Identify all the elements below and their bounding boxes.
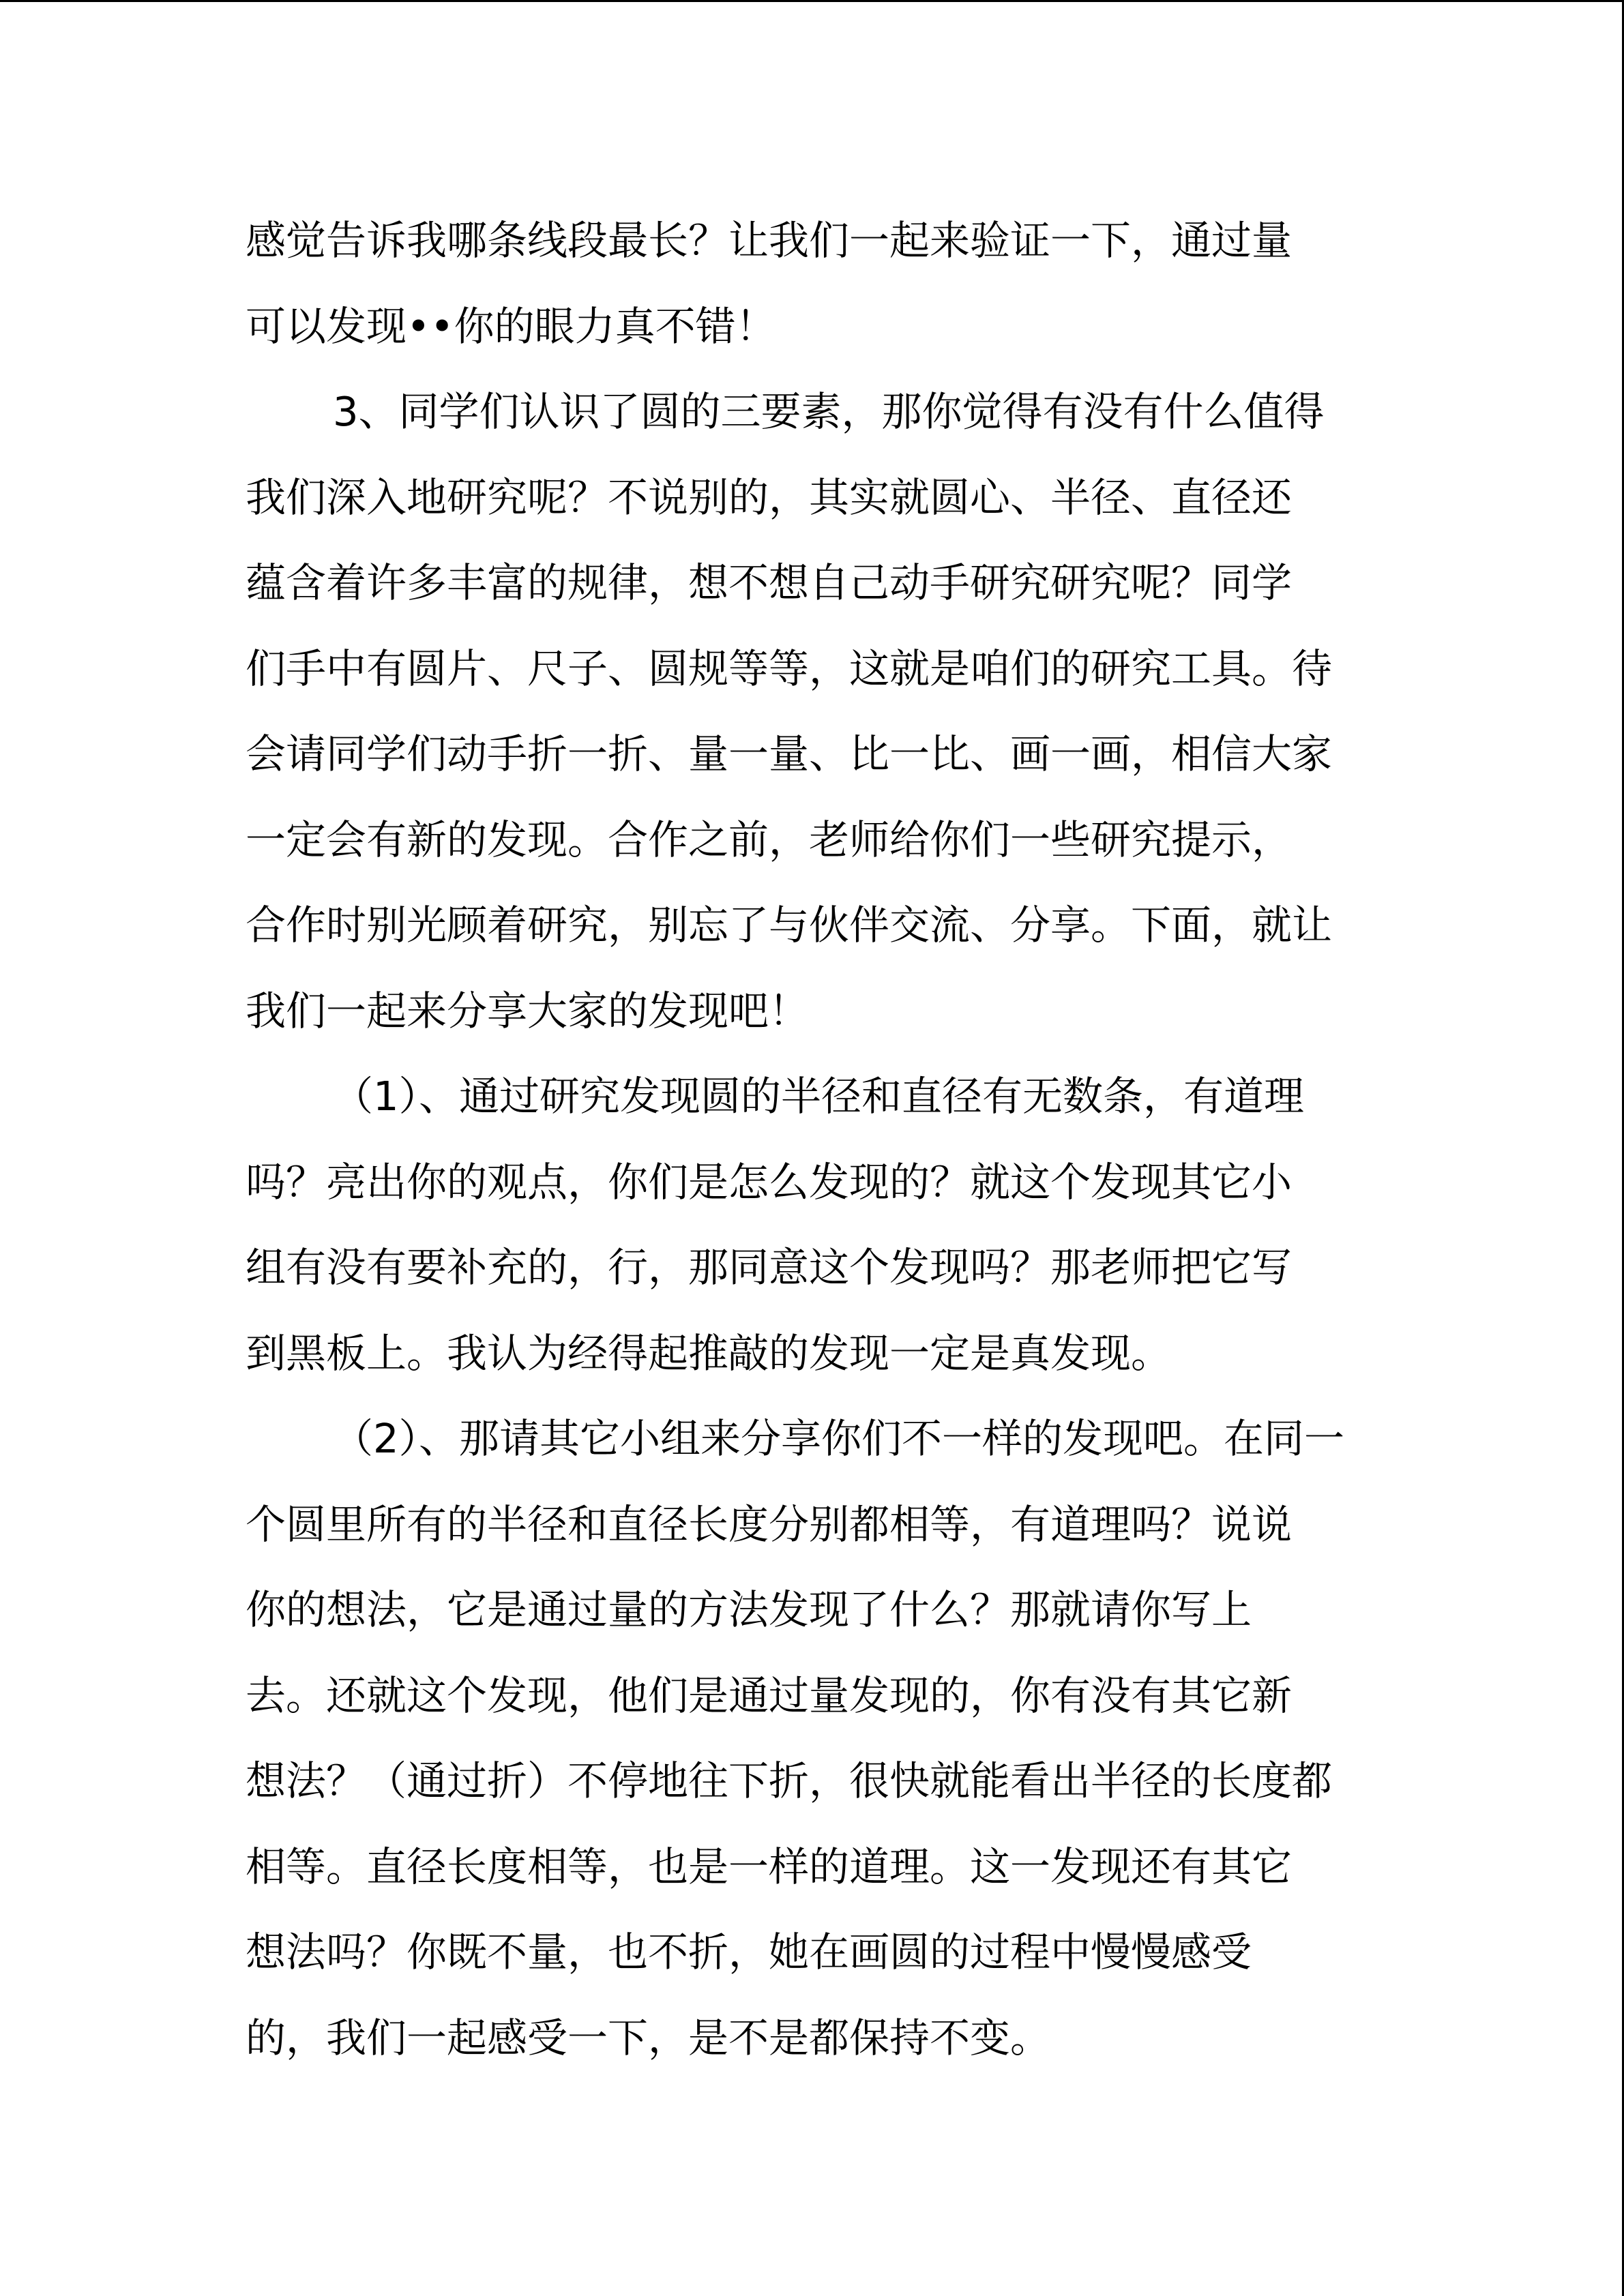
paragraph-start-line: （2）、那请其它小组来分享你们不一样的发现吧。在同一 [333, 1415, 1345, 1462]
text-line: 你的想法，它是通过量的方法发现了什么？那就请你写上 [246, 1586, 1252, 1633]
text-line: 吗？亮出你的观点，你们是怎么发现的？就这个发现其它小 [246, 1158, 1293, 1206]
text-line: 到黑板上。我认为经得起推敲的发现一定是真发现。 [246, 1329, 1172, 1377]
text-line: 可以发现••你的眼力真不错！ [246, 302, 776, 350]
text-line: 我们一起来分享大家的发现吧！ [246, 987, 810, 1034]
paragraph-start-line: （1）、通过研究发现圆的半径和直径有无数条，有道理 [333, 1073, 1305, 1120]
text-line: 我们深入地研究呢？不说别的，其实就圆心、半径、直径还 [246, 473, 1293, 521]
text-line: 合作时别光顾着研究，别忘了与伙伴交流、分享。下面，就让 [246, 901, 1333, 949]
text-line: 感觉告诉我哪条线段最长？让我们一起来验证一下，通过量 [246, 217, 1293, 264]
text-line: 组有没有要补充的，行，那同意这个发现吗？那老师把它写 [246, 1244, 1293, 1291]
text-line: 会请同学们动手折一折、量一量、比一比、画一画，相信大家 [246, 730, 1333, 777]
paragraph-start-line: 3、同学们认识了圆的三要素，那你觉得有没有什么值得 [333, 388, 1325, 435]
text-line: 想法？（通过折）不停地往下折，很快就能看出半径的长度都 [246, 1757, 1333, 1804]
text-line: 蕴含着许多丰富的规律，想不想自己动手研究研究呢？同学 [246, 559, 1293, 606]
page-border-top [0, 0, 1624, 2]
text-line: 们手中有圆片、尺子、圆规等等，这就是咱们的研究工具。待 [246, 644, 1333, 692]
text-line: 一定会有新的发现。合作之前，老师给你们一些研究提示， [246, 816, 1293, 863]
body-text [246, 198, 1378, 2081]
text-line: 想法吗？你既不量，也不折，她在画圆的过程中慢慢感受 [246, 1928, 1252, 1976]
text-line: 相等。直径长度相等，也是一样的道理。这一发现还有其它 [246, 1843, 1293, 1890]
text-line: 个圆里所有的半径和直径长度分别都相等，有道理吗？说说 [246, 1500, 1293, 1548]
text-line: 去。还就这个发现，他们是通过量发现的，你有没有其它新 [246, 1671, 1293, 1719]
text-line: 的，我们一起感受一下，是不是都保持不变。 [246, 2014, 1051, 2061]
